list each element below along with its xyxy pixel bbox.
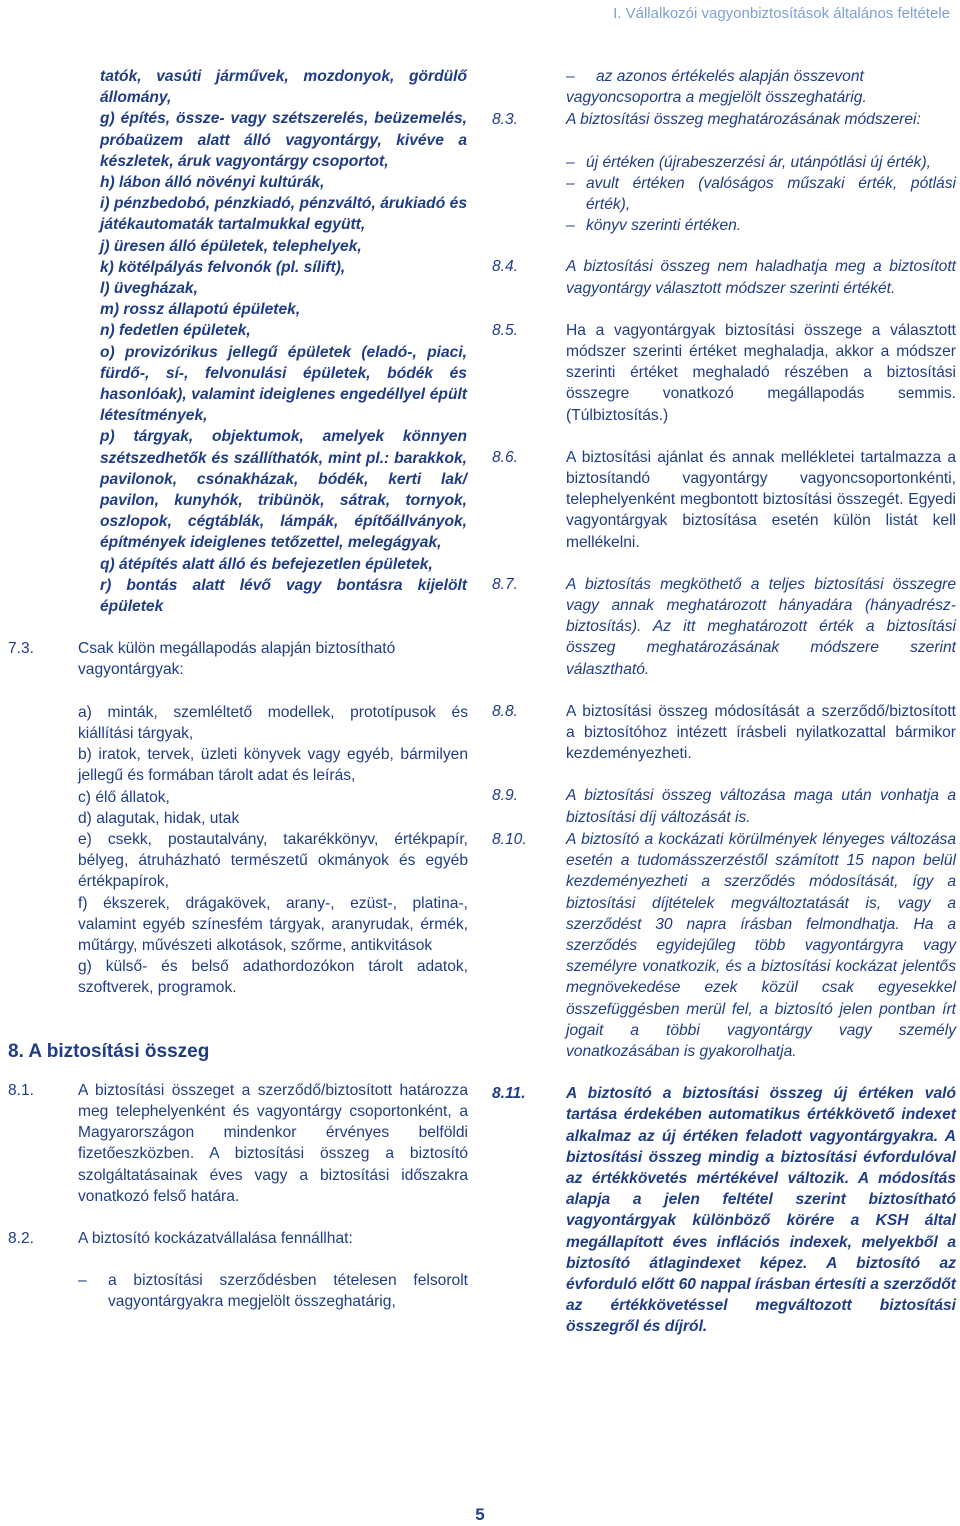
list-item: o) provizórikus jellegű épületek (eladó-, piaci, fürdő-, sí-, felvonulási épületek, bódék és hasonlóak), valamint ideiglenes engedéllyel épült létesítmények, [100,343,467,425]
list-item: q) átépítés alatt álló és befejezetlen épületek, [100,555,433,573]
paragraph-8-2 [0,1228,480,1313]
paragraph-text: Ha a vagyontárgyak biztosítási összege a választott módszer szerinti értéket meghaladja, akkor a módszer szerinti értéket meghaladó részében a biztosítási összegre vonatkozó megállapodás semmis. (Túlbiztosítás.) [566,321,956,424]
list-item: i) pénzbedobó, pénzkiadó, pénzváltó, árukiadó és játékautomaták tartalmukkal együtt, [100,195,467,234]
list-item: d) alagutak, hidak, utak [78,809,240,827]
paragraph-8-7 [492,574,958,680]
paragraph-8-5 [492,320,958,426]
list-item: tatók, vasúti járművek, mozdonyok, gördülő állomány, [100,68,467,107]
list-item: m) rossz állapotú épületek, [100,301,301,319]
page-number: 5 [475,1505,485,1524]
excluded-items-list [100,66,467,617]
list-item: c) élő állatok, [78,788,170,806]
paragraph-text: A biztosító kockázatvállalása fennállhat: [78,1229,353,1247]
list-item: g) építés, össze- vagy szétszerelés, beüzemelés, próbaüzem alatt álló vagyontárgy, kivéve a készletek, áruk vagyontárgy csoportot, [100,110,467,170]
list-item: h) lábon álló növényi kultúrák, [100,174,325,192]
paragraph-8-8 [492,701,958,765]
paragraph-number: 8.8. [492,702,519,720]
dash-item [566,152,956,173]
dash-item [78,1270,468,1312]
list-item: e) csekk, postautalvány, takarékkönyv, értékpapír, bélyeg, átruházható természetű okmányok és egyéb értékpapírok, [78,830,468,891]
page-header [0,0,960,44]
paragraph-text: A biztosítási összeg nem haladhatja meg a biztosított vagyontárgy választott módszer szerinti értékét. [566,258,956,297]
dash-text: új értéken (újrabeszerzési ár, utánpótlási új érték), [586,153,931,171]
section-title: 8. A biztosítási összeg [8,1040,210,1062]
dash-item [566,215,956,236]
dash-bullet: – [78,1272,87,1290]
paragraph-text: A biztosítási összeg változása maga után vonhatja a biztosítási díj változását is. [566,787,956,826]
paragraph-number: 8.6. [492,448,519,466]
method-list [566,152,956,237]
paragraph-text: A biztosítási összeg meghatározásának módszerei: [566,111,921,129]
list-item: l) üvegházak, [100,280,198,298]
dash-bullet: – [566,153,575,171]
paragraph-8-1 [0,1080,480,1207]
paragraph-8-4 [492,256,958,298]
paragraph-text: A biztosító a biztosítási összeg új értéken való tartása érdekében automatikus értékkövető indexet alkalmaz az új értéken feladott vagyontárgyakra. A biztosítási összeg mindig a biztosítási évfordulóval az értékkövetés mértékével változik. A módosítás alapja a jelen feltétel szerint biztosítható vagyontárgyak különböző körére a KSH által megállapított éves inflációs indexek, melyekből a biztosító átlagindexet képez. A biztosító az évforduló előtt 60 nappal írásban értesíti a szerződőt az értékkövetéssel megváltozott biztosítási összegről és díjról. [566,1085,956,1336]
paragraph-number: 8.1. [8,1081,35,1099]
paragraph-number: 7.3. [8,640,35,658]
left-column [0,66,480,1313]
paragraph-8-9 [492,785,958,827]
paragraph-number: 8.7. [492,575,519,593]
paragraph-number: 8.10. [492,830,527,848]
paragraph-text: A biztosítás megköthető a teljes biztosítási összegre vagy annak meghatározott hányadára (hányadrész-biztosítás). Az itt meghatározott érték a biztosítási összeg meghatározásának módszere szerint választható. [566,575,956,678]
list-item: p) tárgyak, objektumok, amelyek könnyen szétszedhetők és szállíthatók, mint pl.: barakkok, pavilonok, csónakházak, bódék, kerti lak/ pavilon, kunyhók, tribünök, sátrak, tornyok, oszlopok, cégtáblák, lámpák, építőállványok, építmények ideiglenes tetőzettel, melegágyak, [100,428,467,552]
dash-text: a biztosítási szerződésben tételesen felsorolt vagyontárgyakra megjelölt összeghatárig, [108,1272,468,1311]
dash-bullet: – [566,174,575,192]
list-item: g) külső- és belső adathordozókon tárolt adatok, szoftverek, programok. [78,958,468,997]
dash-item [566,66,956,108]
paragraph-8-3 [492,109,958,236]
header-title: I. Vállalkozói vagyonbiztosítások általános feltétele [613,5,950,22]
list-item: k) kötélpályás felvonók (pl. sílift), [100,258,346,276]
paragraph-text: A biztosítási összeget a szerződő/biztosított határozza meg telephelyenként és vagyontárgy csoportonként, a Magyarországon mindenkor érvényes belföldi fizetőeszközben. A biztosítási összeg a biztosító szolgáltatásainak éves vagy a biztosítási időszakra vonatkozó felső határa. [78,1081,468,1205]
list-item: b) iratok, tervek, üzleti könyvek vagy egyéb, bármilyen jellegű és formában tárolt adat és leírás, [78,746,468,785]
paragraph-8-11 [492,1083,958,1337]
dash-text: avult értéken (valóságos műszaki érték, pótlási érték), [586,174,956,214]
list-item: a) minták, szemléltető modellek, prototípusok és kiállítási tárgyak, [78,703,468,742]
paragraph-text: A biztosítási ajánlat és annak mellékletei tartalmazza a biztosítandó vagyontárgy vagyoncsoportonkénti, telephelyenként megbontott biztosítási összegét. Egyedi vagyontárgyak biztosítása esetén külön listát kell mellékelni. [566,448,956,551]
dash-item [566,173,956,215]
dash-text: könyv szerinti értéken. [586,217,742,235]
paragraph-7-3 [0,638,480,998]
paragraph-number: 8.11. [492,1085,526,1103]
paragraph-number: 8.3. [492,111,519,129]
list-item: n) fedetlen épületek, [100,322,251,340]
paragraph-number: 8.5. [492,321,519,339]
list-item: r) bontás alatt lévő vagy bontásra kijelölt épületek [100,576,467,616]
right-column [492,66,958,1338]
special-items-list [78,702,468,999]
paragraph-number: 8.9. [492,787,519,805]
list-item: j) üresen álló épületek, telephelyek, [100,237,362,255]
dash-bullet: – [566,68,575,85]
paragraph-8-10 [492,829,958,1062]
paragraph-text: A biztosítási összeg módosítását a szerződő/biztosított a biztosítóhoz intézett írásbeli nyilatkozattal bármikor kezdeményezheti. [566,702,956,763]
dash-text: az azonos értékelés alapján összevont vagyoncsoportra a megjelölt összeghatárig. [566,68,867,107]
paragraph-number: 8.4. [492,258,519,276]
dash-bullet: – [566,217,575,235]
paragraph-text: A biztosító a kockázati körülmények lényeges változása esetén a tudomásszerzéstől számított 15 napon belül kezdeményezheti a szerződés módosítását, így a biztosítási díjtételek megváltoztatását is, vagy a szerződést 30 napra írásban felmondhatja. Ha a szerződés egyidejűleg több vagyontárgyra vagy személyre vonatkozik, és a biztosítási kockázat jelentős megnövekedése ezek közül csak egyesekkel összefüggésben merül fel, a biztosító jelen pontban írt jogait a többi vagyontárgy vagy személy vonatkozásában is gyakorolhatja. [566,830,956,1060]
paragraph-8-6 [492,447,958,553]
paragraph-text: Csak külön megállapodás alapján biztosítható vagyontárgyak: [78,640,396,679]
paragraph-number: 8.2. [8,1229,35,1247]
list-item: f) ékszerek, drágakövek, arany-, ezüst-, platina-, valamint egyéb színesfém tárgyak, aranyrudak, érmék, műtárgy, művészeti alkotások, szőrme, antikvitások [78,894,468,954]
